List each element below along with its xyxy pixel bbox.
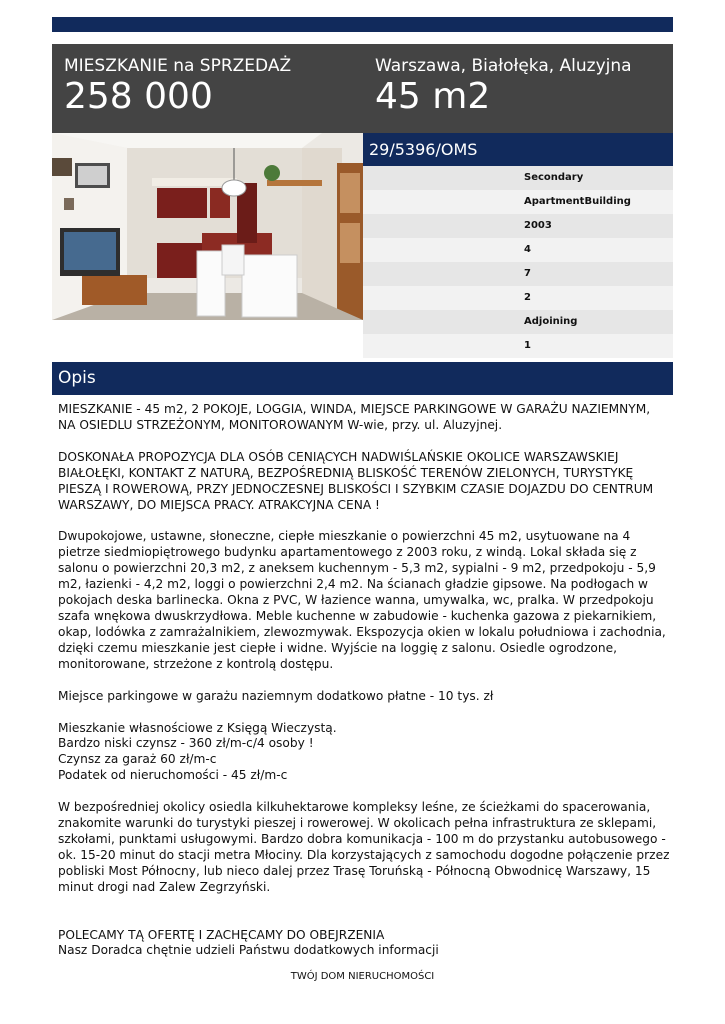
description-line: Bardzo niski czynsz - 360 zł/m-c/4 osoby ! bbox=[58, 736, 314, 751]
description-line: Mieszkanie własnościowe z Księgą Wieczystą. bbox=[58, 720, 337, 735]
listing-header bbox=[52, 44, 673, 133]
spec-bathrooms: 1 bbox=[363, 334, 673, 358]
listing-location: Warszawa, Białołęka, Aluzyjna bbox=[375, 56, 632, 76]
header-right bbox=[375, 56, 632, 118]
description-line: Czynsz za garaż 60 zł/m-c bbox=[58, 752, 217, 767]
description-paragraph: MIESZKANIE - 45 m2, 2 POKOJE, LOGGIA, WINDA, MIEJSCE PARKINGOWE W GARAŻU NAZIEMNYM, NA OSIEDLU STRZEŻONYM, MONITOROWANYM W-wie, przy. ul. Aluzyjnej. bbox=[58, 402, 651, 432]
spec-market: Secondary bbox=[363, 166, 673, 190]
description-paragraph: Miejsce parkingowe w garażu naziemnym dodatkowo płatne - 10 tys. zł bbox=[58, 688, 494, 703]
description-line: Nasz Doradca chętnie udzieli Państwu dodatkowych informacji bbox=[58, 943, 439, 958]
spec-building-type: ApartmentBuilding bbox=[363, 190, 673, 214]
description-line: Podatek od nieruchomości - 45 zł/m-c bbox=[58, 768, 288, 783]
description-section-title: Opis bbox=[52, 362, 673, 395]
agency-footer: TWÓJ DOM NIERUCHOMOŚCI bbox=[290, 971, 435, 982]
description-paragraph: Dwupokojowe, ustawne, słoneczne, ciepłe mieszkanie o powierzchni 45 m2, usytuowane na 4 pietrze siedmiopiętrowego budynku apartamentowego z 2003 roku, z windą. Lokal składa się z salonu o powierzchni 20,3 m2, z aneksem kuchennym - 5,3 m2, sypialni - 9 m2, przedpokoju - 5,9 m2, łazienki - 4,2 m2, loggi o powierzchni 2,4 m2. Na ścianach gładzie gipsowe. Na podłogach w pokojach deska barlinecka. Okna z PVC, W łazience wanna, umywalka, wc, pralka. W przedpokoju szafa wnękowa dwuskrzydłowa. Meble kuchenne w zabudowie - kuchenka gazowa z piekarnikiem, okap, lodówka z zamrażalnikiem, zlewozmywak. Ekspozycja okien w lokalu południowa i zachodnia, dzięki czemu mieszkanie jest ciepłe i widne. Wyjście na loggię z salonu. Osiedle ogrodzone, monitorowane, strzeżone z kontrolą dostępu. bbox=[58, 529, 666, 671]
spec-rooms: 2 bbox=[363, 286, 673, 310]
listing-price: 258 000 bbox=[64, 76, 213, 117]
description-paragraph: W bezpośredniej okolicy osiedla kilkuhektarowe kompleksy leśne, ze ścieżkami do spacerowania, znakomite warunki do turystyki pieszej i rowerowej. W okolicach pełna infrastruktura ze sklepami, szkołami, punktami usługowymi. Bardzo dobra komunikacja - 100 m do przystanku autobusowego - ok. 15-20 minut do stacji metra Młociny. Dla korzystających z samochodu dogodne połączenie przez pobliski Most Północny, lub nieco dalej przez Trasę Toruńską - Północną Obwodnicę Warszawy, 15 minut drogi nad Zalew Zegrzyński. bbox=[58, 800, 670, 894]
spec-kitchen: Adjoining bbox=[363, 310, 673, 334]
apartment-photo bbox=[52, 133, 363, 320]
spec-year-built: 2003 bbox=[363, 214, 673, 238]
description-line: POLECAMY TĄ OFERTĘ I ZACHĘCAMY DO OBEJRZENIA bbox=[58, 927, 385, 942]
description-body bbox=[58, 402, 670, 959]
spec-floors-total: 7 bbox=[363, 262, 673, 286]
description-paragraph: DOSKONAŁA PROPOZYCJA DLA OSÓB CENIĄCYCH NADWIŚLAŃSKIE OKOLICE WARSZAWSKIEJ BIAŁOŁĘKI, KONTAKT Z NATURĄ, BEZPOŚREDNIĄ BLISKOŚĆ TERENÓW ZIELONYCH, TURYSTYKĘ PIESZĄ I ROWEROWĄ, PRZY JEDNOCZESNEJ BLISKOŚCI I SZYBKIM CZASIE DOJAZDU DO CENTRUM WARSZAWY, DO MIEJSCA PRACY. ATRAKCYJNA CENA ! bbox=[58, 449, 654, 512]
spec-floor: 4 bbox=[363, 238, 673, 262]
top-accent-bar bbox=[52, 17, 673, 32]
listing-type: MIESZKANIE na SPRZEDAŻ bbox=[64, 56, 292, 76]
offer-reference: 29/5396/OMS bbox=[363, 133, 673, 166]
header-left bbox=[64, 56, 291, 118]
listing-area: 45 m2 bbox=[375, 76, 491, 117]
